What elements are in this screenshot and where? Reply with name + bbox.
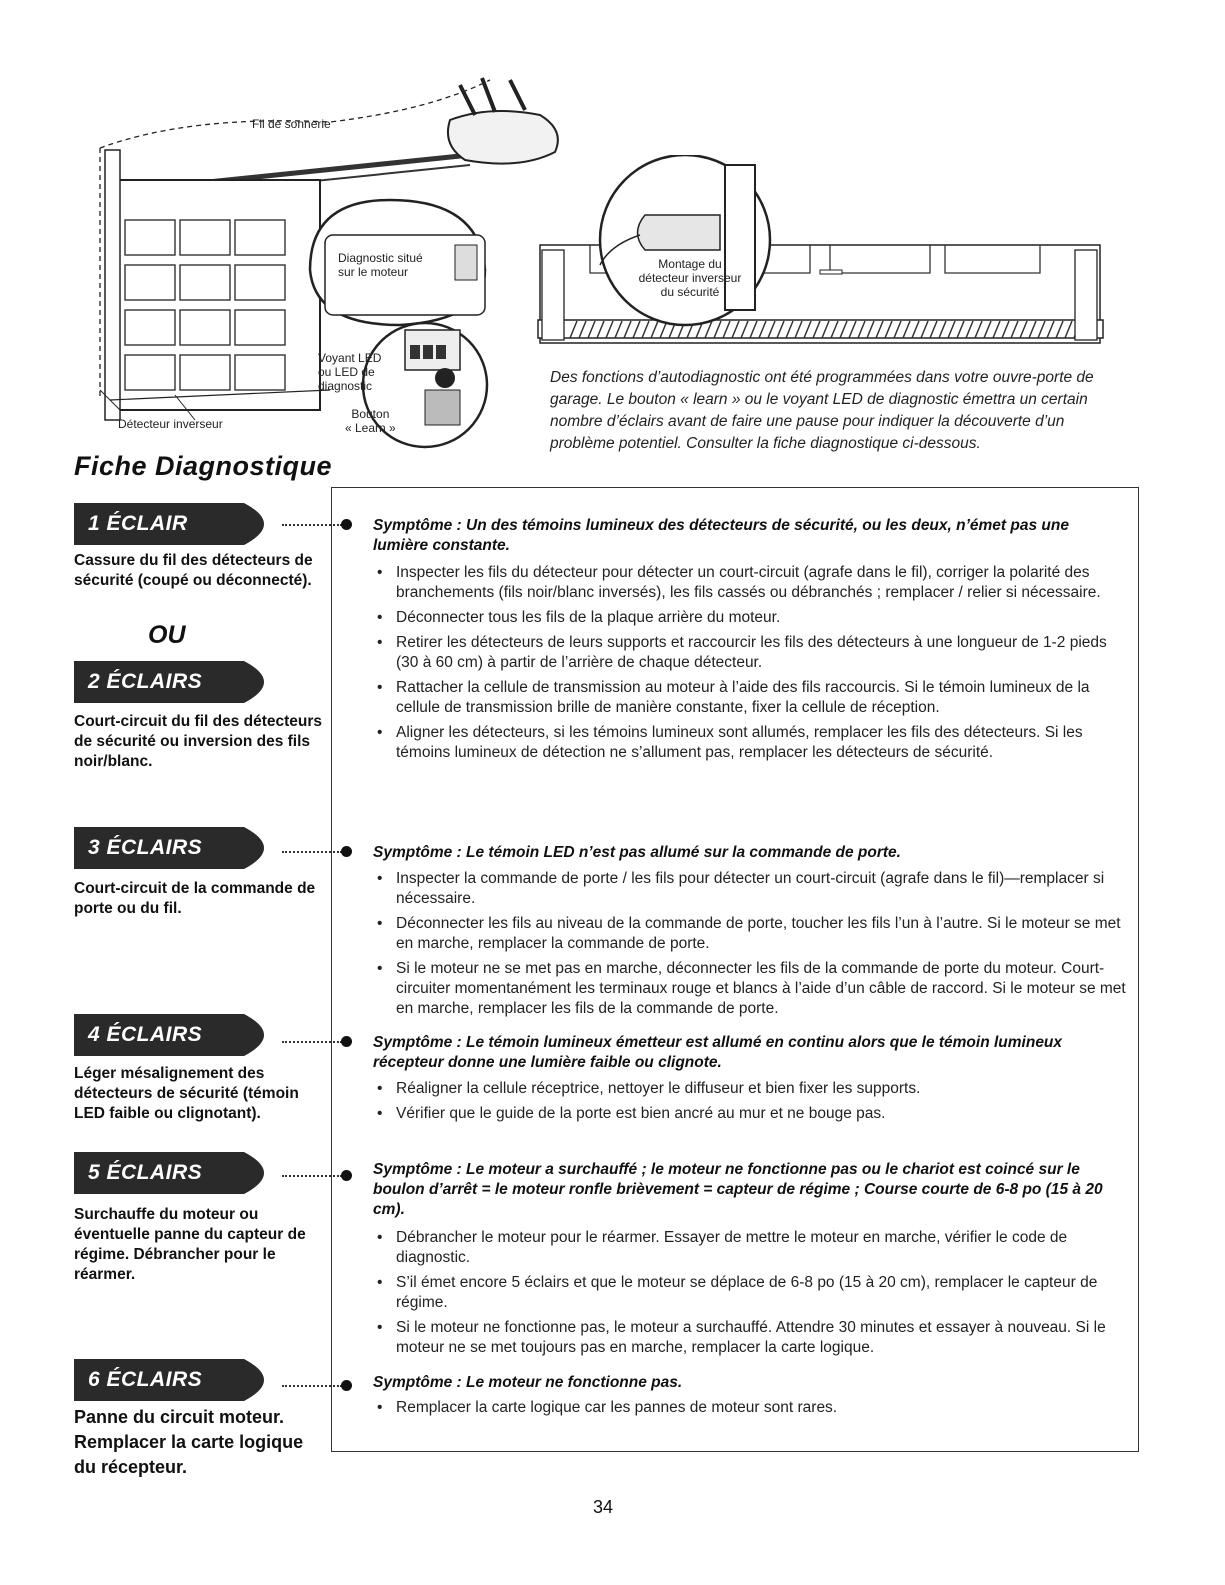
list-item: • Débrancher le moteur pour le réarmer. Essayer de mettre le moteur en marche, vérifier le code de diagnostic.	[373, 1228, 1128, 1268]
leader-line-1	[282, 524, 342, 526]
learn-button-label: Bouton « Learn »	[345, 407, 396, 435]
leader-dot-3	[341, 1036, 352, 1047]
symptom-list-2	[373, 869, 1128, 1024]
wire-label: Fil de sonnerie	[252, 117, 331, 131]
leader-dot-4	[341, 1170, 352, 1181]
flash-badge-4: 4 ÉCLAIRS	[74, 1014, 284, 1056]
list-item: • Si le moteur ne se met pas en marche, déconnecter les fils de la commande de porte du moteur. Court-circuiter momentanément les terminaux rouge et blancs à l’aide d’un câble de raccord. Si le moteur se met en marche, remplacer les fils de la commande de porte.	[373, 959, 1128, 1019]
list-item: • Déconnecter les fils au niveau de la commande de porte, toucher les fils l’un à l’autre. Si le moteur se met en marche, remplacer la commande de porte.	[373, 914, 1128, 954]
leader-line-5	[282, 1385, 342, 1387]
list-item: • Si le moteur ne fonctionne pas, le moteur a surchauffé. Attendre 30 minutes et essayer à nouveau. Si le moteur ne se met toujours pas en marche, remplacer la carte logique.	[373, 1318, 1128, 1358]
list-item: • Réaligner la cellule réceptrice, nettoyer le diffuseur et bien fixer les supports.	[373, 1079, 1128, 1099]
or-label: OU	[148, 621, 186, 649]
flash-badge-5: 5 ÉCLAIRS	[74, 1152, 284, 1194]
list-item: • Déconnecter tous les fils de la plaque arrière du moteur.	[373, 608, 1128, 628]
list-item: • Rattacher la cellule de transmission au moteur à l’aide des fils raccourcis. Si le témoin lumineux de la cellule de transmission brille de manière constante, fixer la cellule de réception.	[373, 678, 1128, 718]
flash-cause-3: Court-circuit de la commande de porte ou du fil.	[74, 880, 316, 917]
flash-cause-5: Surchauffe du moteur ou éventuelle panne du capteur de régime. Débrancher pour le réarmer.	[74, 1206, 306, 1283]
leader-dot-5	[341, 1380, 352, 1391]
mount-label: Montage du détecteur inverseur du sécurité	[638, 257, 742, 299]
symptom-title-1: Symptôme : Un des témoins lumineux des détecteurs de sécurité, ou les deux, n’émet pas une lumière constante.	[373, 517, 1069, 554]
list-item: • Remplacer la carte logique car les pannes de moteur sont rares.	[373, 1398, 1128, 1418]
leader-dot-1	[341, 519, 352, 530]
flash-badge-6: 6 ÉCLAIRS	[74, 1359, 284, 1401]
sensor-mount-illustration	[530, 155, 1110, 360]
flash-cause-1: Cassure du fil des détecteurs de sécurité (coupé ou déconnecté).	[74, 552, 313, 589]
page-number: 34	[593, 1497, 614, 1517]
intro-paragraph: Des fonctions d’autodiagnostic ont été programmées dans votre ouvre-porte de garage. Le bouton « learn » ou le voyant LED de diagnostic émettra un certain nombre d’éclairs avant de faire une pause pour indiquer la découverte d’un problème potentiel. Consulter la fiche diagnostique ci-dessous.	[550, 369, 1094, 452]
flash-badge-2: 2 ÉCLAIRS	[74, 661, 284, 703]
flash-badge-1: 1 ÉCLAIR	[74, 503, 284, 545]
list-item: • Aligner les détecteurs, si les témoins lumineux sont allumés, remplacer les fils des détecteurs. Si les témoins lumineux de détection ne s’allument pas, remplacer les détecteurs de sécurité.	[373, 723, 1128, 763]
list-item: • Inspecter la commande de porte / les fils pour détecter un court-circuit (agrafe dans le fil)—remplacer si nécessaire.	[373, 869, 1128, 909]
symptom-title-5: Symptôme : Le moteur ne fonctionne pas.	[373, 1374, 683, 1391]
flash-cause-4: Léger mésalignement des détecteurs de sécurité (témoin LED faible ou clignotant).	[74, 1065, 299, 1122]
symptom-list-1	[373, 563, 1128, 768]
symptom-list-3	[373, 1079, 1128, 1129]
list-item: • Retirer les détecteurs de leurs supports et raccourcir les fils des détecteurs à une longueur de 1-2 pieds (30 à 60 cm) à partir de l’arrière de chaque détecteur.	[373, 633, 1128, 673]
symptom-list-4	[373, 1228, 1128, 1363]
led-label: Voyant LED ou LED de diagnostic	[318, 351, 382, 393]
flash-badge-3: 3 ÉCLAIRS	[74, 827, 284, 869]
leader-line-2	[282, 851, 342, 853]
leader-line-4	[282, 1175, 342, 1177]
list-item: • Inspecter les fils du détecteur pour détecter un court-circuit (agrafe dans le fil), corriger la polarité des branchements (fils noir/blanc inversés), les fils cassés ou débranchés ; remplacer / relier si nécessaire.	[373, 563, 1128, 603]
motor-diag-label: Diagnostic situé sur le moteur	[338, 251, 423, 279]
leader-dot-2	[341, 846, 352, 857]
symptom-list-5	[373, 1398, 1128, 1423]
list-item: • Vérifier que le guide de la porte est bien ancré au mur et ne bouge pas.	[373, 1104, 1128, 1124]
flash-cause-6: Panne du circuit moteur. Remplacer la carte logique du récepteur.	[74, 1407, 304, 1477]
list-item: • S’il émet encore 5 éclairs et que le moteur se déplace de 6-8 po (15 à 20 cm), remplacer le capteur de régime.	[373, 1273, 1128, 1313]
page-title: Fiche Diagnostique	[74, 451, 333, 481]
leader-line-3	[282, 1041, 342, 1043]
sensor-label: Détecteur inverseur	[118, 417, 223, 431]
symptom-title-2: Symptôme : Le témoin LED n’est pas allumé sur la commande de porte.	[373, 844, 901, 861]
symptom-title-4: Symptôme : Le moteur a surchauffé ; le moteur ne fonctionne pas ou le chariot est coincé sur le boulon d’arrêt = le moteur ronfle brièvement = capteur de régime ; Course courte de 6-8 po (15 à 20 cm).	[373, 1161, 1103, 1218]
symptom-title-3: Symptôme : Le témoin lumineux émetteur est allumé en continu alors que le témoin lumineux récepteur donne une lumière faible ou clignote.	[373, 1034, 1063, 1071]
flash-cause-2: Court-circuit du fil des détecteurs de sécurité ou inversion des fils noir/blanc.	[74, 713, 323, 770]
